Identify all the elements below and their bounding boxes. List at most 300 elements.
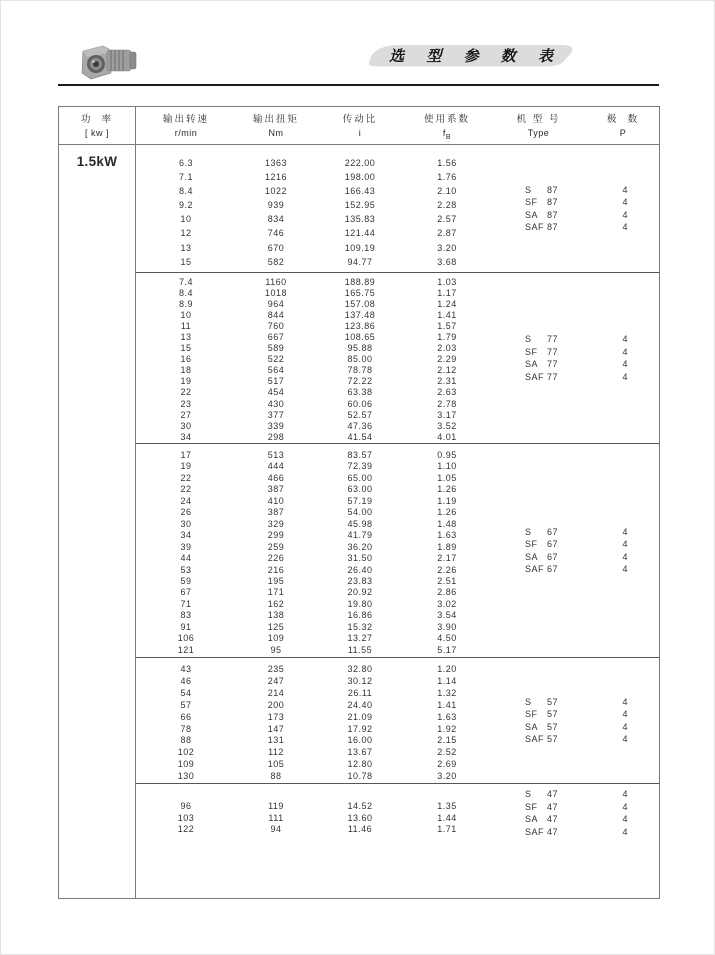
ratio-value: 57.19 (347, 495, 373, 506)
service-factor-value: 1.76 (437, 172, 457, 183)
ratio-value: 109.19 (344, 242, 376, 253)
ratio-value: 11.55 (347, 644, 373, 655)
torque-value: 298 (267, 431, 285, 442)
torque-value: 1216 (264, 172, 288, 183)
header-power-unit: [ kw ] (84, 128, 109, 138)
type-label: SF 57 (525, 708, 559, 719)
table-row (136, 610, 659, 621)
ratio-value: 60.06 (347, 398, 373, 409)
ratio-value: 152.95 (344, 200, 376, 211)
service-factor-value: 2.31 (437, 376, 457, 387)
torque-value: 109 (267, 633, 285, 644)
service-factor-value: 2.51 (437, 575, 457, 586)
torque-value: 522 (267, 354, 285, 365)
type-row (525, 345, 659, 358)
type-label: S 47 (525, 789, 559, 799)
speed-value: 27 (180, 409, 192, 420)
poles-value: 4 (622, 346, 628, 357)
type-row (525, 183, 659, 196)
service-factor-value: 1.63 (437, 530, 457, 541)
ratio-value: 30.12 (347, 675, 373, 686)
poles-value: 4 (622, 222, 628, 233)
type-row (525, 551, 659, 564)
speed-value: 13 (180, 242, 192, 253)
service-factor-value: 2.12 (437, 365, 457, 376)
parameter-block-S77 (136, 272, 659, 443)
power-column (59, 145, 136, 898)
ratio-value: 26.11 (347, 687, 373, 698)
poles-value: 4 (622, 708, 628, 719)
table-row (136, 241, 659, 255)
service-factor-value: 1.10 (437, 461, 457, 472)
torque-value: 760 (267, 321, 285, 332)
speed-value: 24 (180, 495, 192, 506)
type-label: SA 47 (525, 814, 559, 825)
service-factor-value: 2.26 (437, 564, 457, 575)
torque-value: 214 (267, 687, 285, 698)
page-title: 选 型 参 数 表 (389, 48, 562, 65)
header-poles: 极 数 P (606, 114, 640, 138)
poles-value: 4 (622, 564, 628, 575)
poles-value: 4 (622, 371, 628, 382)
speed-value: 71 (180, 598, 192, 609)
service-factor-value: 1.79 (437, 332, 457, 343)
torque-value: 844 (267, 310, 285, 321)
torque-value: 517 (267, 376, 285, 387)
poles-value: 4 (622, 789, 628, 799)
ratio-value: 137.48 (344, 310, 376, 321)
header-speed: 输出转速 r/min (162, 114, 209, 138)
service-factor-value: 2.15 (437, 735, 457, 746)
service-factor-value: 3.52 (437, 420, 457, 431)
type-row (525, 221, 659, 234)
header-ratio: 传动比 i (342, 114, 378, 138)
torque-value: 112 (268, 747, 284, 758)
ratio-value: 72.39 (347, 461, 373, 472)
type-row (525, 358, 659, 371)
service-factor-value: 2.29 (437, 354, 457, 365)
speed-value: 17 (180, 450, 192, 460)
service-factor-value: 1.57 (437, 321, 457, 332)
poles-value: 4 (622, 333, 628, 344)
parameter-block-S57 (136, 657, 659, 783)
type-row (525, 563, 659, 576)
speed-value: 109 (177, 759, 195, 770)
speed-value: 30 (180, 420, 192, 431)
type-label: SA 87 (525, 209, 559, 220)
table-row (136, 622, 659, 633)
table-row (136, 576, 659, 587)
parameter-block-S87 (136, 145, 659, 272)
table-row (136, 277, 659, 288)
ratio-value: 166.43 (344, 186, 376, 197)
type-label: S 57 (525, 696, 559, 707)
speed-value: 46 (180, 675, 192, 686)
speed-value: 19 (180, 461, 192, 472)
header-power-cn: 功 率 (80, 114, 114, 125)
type-label: SA 57 (525, 721, 559, 732)
type-row (525, 538, 659, 551)
service-factor-value: 2.57 (437, 214, 457, 225)
speed-value: 83 (180, 610, 192, 621)
speed-value: 53 (180, 564, 192, 575)
type-group (525, 525, 659, 575)
service-factor-value: 1.14 (437, 675, 457, 686)
service-factor-value: 2.28 (437, 200, 457, 211)
torque-value: 105 (267, 759, 285, 770)
speed-value: 8.4 (178, 186, 193, 197)
speed-value: 91 (180, 621, 192, 632)
ratio-value: 222.00 (344, 158, 376, 168)
table-row (136, 587, 659, 598)
table-row (136, 255, 659, 269)
ratio-value: 11.46 (347, 824, 373, 834)
torque-value: 670 (267, 242, 285, 253)
service-factor-value: 1.41 (437, 699, 457, 710)
type-label: SF 67 (525, 538, 559, 549)
type-group (525, 788, 659, 838)
speed-value: 30 (180, 518, 192, 529)
ratio-value: 52.57 (347, 409, 373, 420)
speed-value: 78 (180, 723, 192, 734)
ratio-value: 54.00 (347, 507, 373, 518)
service-factor-value: 1.71 (437, 824, 457, 834)
ratio-value: 63.00 (347, 484, 373, 495)
service-factor-value: 2.52 (437, 747, 457, 758)
torque-value: 387 (267, 484, 285, 495)
header-rule (58, 84, 659, 86)
ratio-value: 123.86 (344, 321, 376, 332)
speed-value: 22 (180, 387, 192, 398)
speed-value: 44 (180, 553, 192, 564)
service-factor-value: 2.03 (437, 343, 457, 354)
torque-value: 216 (267, 564, 285, 575)
type-label: S 77 (525, 333, 559, 344)
poles-value: 4 (622, 538, 628, 549)
ratio-value: 41.54 (347, 431, 373, 442)
service-factor-value: 3.68 (437, 256, 457, 267)
service-factor-value: 2.86 (437, 587, 457, 598)
ratio-value: 95.88 (347, 343, 373, 354)
type-label: SAF 77 (525, 371, 559, 382)
ratio-value: 47.36 (347, 420, 373, 431)
torque-value: 444 (267, 461, 285, 472)
type-label: SA 77 (525, 359, 559, 369)
torque-value: 173 (267, 711, 285, 722)
torque-value: 162 (267, 598, 285, 609)
torque-value: 147 (267, 723, 285, 734)
table-row (136, 170, 659, 184)
speed-value: 16 (180, 354, 192, 365)
service-factor-value: 1.17 (437, 288, 457, 299)
type-row (525, 333, 659, 346)
type-label: SF 87 (525, 196, 559, 207)
table-row (136, 321, 659, 332)
table-row (136, 461, 659, 472)
speed-value: 10 (180, 310, 192, 321)
type-group (525, 695, 659, 745)
speed-value: 34 (180, 530, 192, 541)
torque-value: 834 (267, 214, 285, 225)
speed-value: 22 (180, 472, 192, 483)
service-factor-value: 2.78 (437, 398, 457, 409)
service-factor-value: 1.24 (437, 299, 457, 310)
torque-value: 466 (267, 472, 285, 483)
torque-value: 430 (267, 398, 285, 409)
poles-value: 4 (622, 814, 628, 825)
speed-value: 106 (177, 633, 195, 644)
ratio-value: 121.44 (344, 228, 376, 239)
type-row (525, 371, 659, 384)
poles-value: 4 (622, 801, 628, 812)
torque-value: 746 (267, 228, 285, 239)
torque-value: 95 (270, 644, 282, 655)
table-row (136, 310, 659, 321)
speed-value: 39 (180, 541, 192, 552)
speed-value: 9.2 (178, 200, 193, 211)
table-row (136, 299, 659, 310)
poles-value: 4 (622, 209, 628, 220)
service-factor-value: 4.01 (437, 431, 457, 442)
type-row (525, 209, 659, 222)
torque-value: 513 (267, 450, 285, 460)
torque-value: 125 (267, 621, 285, 632)
gearmotor-logo-image (77, 39, 141, 83)
speed-value: 8.9 (178, 299, 193, 310)
ratio-value: 65.00 (347, 472, 373, 483)
ratio-value: 83.57 (347, 450, 373, 460)
ratio-value: 13.67 (347, 747, 373, 758)
type-group (525, 183, 659, 233)
torque-value: 339 (267, 420, 285, 431)
service-factor-value: 3.90 (437, 621, 457, 632)
ratio-value: 36.20 (347, 541, 373, 552)
service-factor-value: 0.95 (437, 450, 457, 460)
ratio-value: 12.80 (347, 759, 373, 770)
service-factor-value: 2.10 (437, 186, 457, 197)
service-factor-value: 1.03 (437, 277, 457, 287)
service-factor-value: 3.20 (437, 771, 457, 782)
poles-value: 4 (622, 696, 628, 707)
poles-value: 4 (622, 721, 628, 732)
type-row (525, 788, 659, 801)
ratio-value: 32.80 (347, 664, 373, 674)
speed-value: 19 (180, 376, 192, 387)
ratio-value: 10.78 (347, 771, 373, 782)
type-label: SAF 87 (525, 222, 559, 233)
service-factor-value: 1.19 (437, 495, 457, 506)
service-factor-value: 1.44 (437, 812, 457, 823)
ratio-value: 78.78 (347, 365, 373, 376)
speed-value: 7.1 (178, 172, 193, 183)
speed-value: 121 (177, 644, 195, 655)
table-row (136, 410, 659, 421)
service-factor-value: 1.63 (437, 711, 457, 722)
ratio-value: 14.52 (347, 801, 373, 811)
table-row (136, 507, 659, 518)
torque-value: 377 (267, 409, 285, 420)
parameter-block-S67 (136, 443, 659, 657)
speed-value: 59 (180, 575, 192, 586)
ratio-value: 31.50 (347, 553, 373, 564)
type-label: SA 67 (525, 551, 559, 562)
speed-value: 13 (180, 332, 192, 343)
table-row (136, 387, 659, 398)
poles-value: 4 (622, 826, 628, 837)
service-factor-value: 1.41 (437, 310, 457, 321)
speed-value: 88 (180, 735, 192, 746)
speed-value: 10 (180, 214, 192, 225)
speed-value: 43 (180, 664, 192, 674)
header-type: 机 型 号 Type (516, 114, 561, 138)
table-row (136, 473, 659, 484)
ratio-value: 41.79 (347, 530, 373, 541)
table-row (136, 771, 659, 783)
service-factor-value: 1.32 (437, 687, 457, 698)
torque-value: 226 (267, 553, 285, 564)
table-row (136, 633, 659, 644)
service-factor-value: 5.17 (437, 644, 457, 655)
torque-value: 410 (267, 495, 285, 506)
header-torque: 输出扭矩 Nm (252, 114, 299, 138)
service-factor-value: 3.20 (437, 242, 457, 253)
type-label: SAF 57 (525, 734, 559, 745)
speed-value: 96 (180, 801, 192, 811)
type-row (525, 721, 659, 734)
type-row (525, 525, 659, 538)
torque-value: 329 (267, 518, 285, 529)
torque-value: 259 (267, 541, 285, 552)
ratio-value: 19.80 (347, 598, 373, 609)
type-row (525, 196, 659, 209)
torque-value: 1018 (264, 288, 288, 299)
service-factor-value: 3.17 (437, 409, 457, 420)
service-factor-value: 1.20 (437, 664, 457, 674)
service-factor-value: 2.17 (437, 553, 457, 564)
service-factor-value: 1.89 (437, 541, 457, 552)
service-factor-value: 1.26 (437, 507, 457, 518)
speed-value: 22 (180, 484, 192, 495)
type-group (525, 333, 659, 383)
torque-value: 171 (267, 587, 285, 598)
service-factor-value: 3.02 (437, 598, 457, 609)
table-body (59, 145, 659, 898)
speed-value: 54 (180, 687, 192, 698)
torque-value: 1160 (265, 277, 287, 287)
poles-value: 4 (622, 184, 628, 195)
torque-value: 1363 (264, 158, 288, 168)
table-blocks (136, 145, 659, 898)
speed-value: 18 (180, 365, 192, 376)
ratio-value: 45.98 (347, 518, 373, 529)
table-row (136, 432, 659, 443)
table-row (136, 421, 659, 432)
type-row (525, 695, 659, 708)
speed-value: 57 (180, 699, 192, 710)
table-row (136, 664, 659, 676)
power-value: 1.5kW (76, 154, 118, 169)
torque-value: 111 (268, 812, 284, 823)
speed-value: 6.3 (178, 158, 193, 168)
table-row (136, 676, 659, 688)
page-title-badge (367, 42, 575, 69)
torque-value: 667 (267, 332, 285, 343)
ratio-value: 188.89 (344, 277, 376, 287)
ratio-value: 63.38 (347, 387, 373, 398)
type-row (525, 801, 659, 814)
speed-value: 15 (180, 343, 192, 354)
speed-value: 7.4 (178, 277, 193, 287)
torque-value: 299 (267, 530, 285, 541)
table-row (136, 645, 659, 656)
torque-value: 582 (267, 256, 285, 267)
service-factor-value: 2.87 (437, 228, 457, 239)
speed-value: 103 (177, 812, 195, 823)
service-factor-value: 1.26 (437, 484, 457, 495)
table-header-row (59, 107, 659, 145)
torque-value: 131 (267, 735, 285, 746)
speed-value: 67 (180, 587, 192, 598)
table-row (136, 288, 659, 299)
ratio-value: 94.77 (347, 256, 373, 267)
ratio-value: 23.83 (347, 575, 373, 586)
service-factor-value: 4.50 (437, 633, 457, 644)
speed-value: 15 (180, 256, 192, 267)
poles-value: 4 (622, 526, 628, 537)
service-factor-value: 1.05 (437, 472, 457, 483)
service-factor-value: 3.54 (437, 610, 457, 621)
type-row (525, 708, 659, 721)
type-row (525, 733, 659, 746)
table-row (136, 484, 659, 495)
ratio-value: 16.86 (347, 610, 373, 621)
ratio-value: 135.83 (344, 214, 376, 225)
torque-value: 200 (267, 699, 285, 710)
type-label: SF 77 (525, 346, 559, 357)
speed-value: 26 (180, 507, 192, 518)
selection-parameter-table (58, 106, 660, 899)
header-service-factor: 使用系数 $f_B$ (423, 114, 470, 141)
ratio-value: 26.40 (347, 564, 373, 575)
service-factor-value: 1.56 (437, 158, 457, 168)
table-row (136, 747, 659, 759)
torque-value: 939 (267, 200, 285, 211)
torque-value: 589 (267, 343, 285, 354)
poles-value: 4 (622, 359, 628, 369)
service-factor-value: 1.48 (437, 518, 457, 529)
type-label: SF 47 (525, 801, 559, 812)
table-row (136, 156, 659, 170)
poles-value: 4 (622, 196, 628, 207)
service-factor-value: 1.35 (437, 801, 457, 811)
ratio-value: 72.22 (347, 376, 373, 387)
speed-value: 34 (180, 431, 192, 442)
torque-value: 454 (267, 387, 285, 398)
speed-value: 11 (180, 321, 192, 332)
table-row (136, 759, 659, 771)
ratio-value: 16.00 (347, 735, 373, 746)
table-row (136, 450, 659, 461)
ratio-value: 24.40 (347, 699, 373, 710)
ratio-value: 17.92 (347, 723, 373, 734)
torque-value: 247 (267, 675, 285, 686)
ratio-value: 20.92 (347, 587, 373, 598)
type-row (525, 826, 659, 839)
poles-value: 4 (622, 734, 628, 745)
ratio-value: 165.75 (344, 288, 376, 299)
ratio-value: 13.27 (347, 633, 373, 644)
torque-value: 1022 (264, 186, 288, 197)
